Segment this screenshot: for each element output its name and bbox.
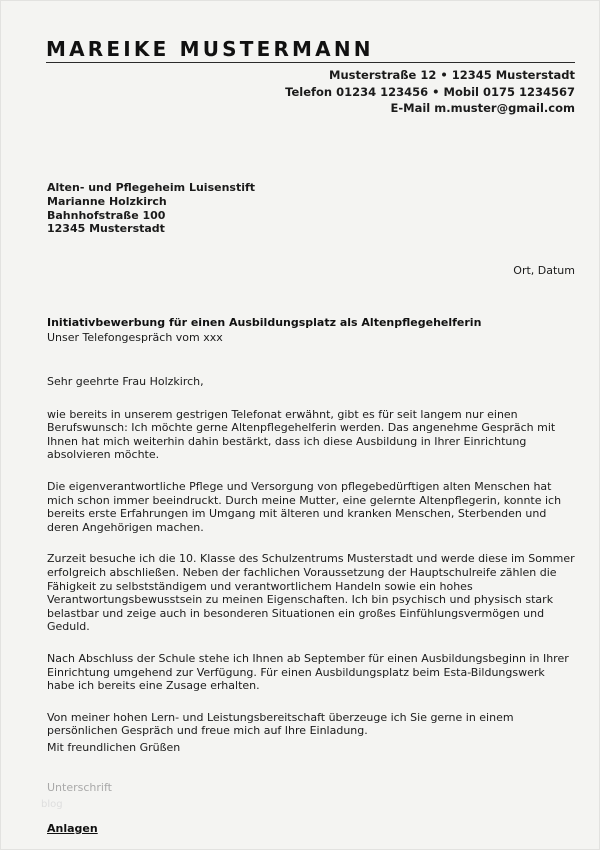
- letterhead: [46, 37, 575, 117]
- sender-address-line: Musterstraße 12 • 12345 Musterstadt: [329, 68, 575, 82]
- sender-email-line: E-Mail m.muster@gmail.com: [390, 101, 575, 115]
- sender-name: MAREIKE MUSTERMANN: [46, 37, 374, 61]
- attachments-label: Anlagen: [47, 822, 98, 835]
- recipient-person: Marianne Holzkirch: [47, 194, 167, 208]
- place-and-date: Ort, Datum: [513, 264, 575, 277]
- salutation: Sehr geehrte Frau Holzkirch,: [47, 375, 204, 388]
- closing-block: [47, 741, 575, 755]
- body-paragraph-3: Zurzeit besuche ich die 10. Klasse des Schulzentrums Musterstadt und werde diese im Sommer erfolgreich abschließen. Neben der fachlichen Voraussetzung der Hauptschulreife zählen die Fähigkeit zu selbstständigem und verantwortlichem Handeln sowie ein hohes Verantwortungsbewusstsein zu meinen Eigenschaften. Ich bin psychisch und physisch stark belastbar und zeige auch in besonderen Situationen ein großes Einfühlungsvermögen und Geduld.: [47, 552, 575, 634]
- sender-phone-line: Telefon 01234 123456 • Mobil 0175 1234567: [285, 84, 575, 99]
- subject-block: [47, 316, 575, 345]
- body-paragraph-1: wie bereits in unserem gestrigen Telefonat erwähnt, gibt es für seit langem nur einen Berufswunsch: Ich möchte gerne Altenpflegehelferin werden. Das angenehme Gespräch mit Ihnen hat mich weiterhin dahin bestärkt, dass ich diese Ausbildung in Ihrer Einrichtung absolvieren möchte.: [47, 407, 556, 462]
- body-paragraph-2: Die eigenverantwortliche Pflege und Versorgung von pflegebedürftigen alten Menschen hat mich schon immer beeindruckt. Durch meine Mutter, eine gelernte Altenpflegerin, konnte ich bereits erste Erfahrungen im Umgang mit älteren und kranken Menschen, Sterbenden und deren Angehörigen machen.: [47, 479, 562, 534]
- closing-greeting: Mit freundlichen Grüßen: [47, 741, 181, 754]
- signature-placeholder: Unterschrift: [47, 781, 112, 794]
- recipient-city: 12345 Musterstadt: [47, 222, 165, 236]
- body-paragraph-5: Von meiner hohen Lern- und Leistungsbereitschaft überzeuge ich Sie gerne in einem persönlichen Gespräch und freue mich auf Ihre Einladung.: [47, 710, 514, 738]
- blog-watermark: blog: [41, 799, 63, 810]
- letter-body: [47, 375, 575, 738]
- subject-line: Initiativbewerbung für einen Ausbildungsplatz als Altenpflegehelferin: [47, 316, 482, 329]
- recipient-company: Alten- und Pflegeheim Luisenstift: [47, 181, 256, 194]
- subject-reference-line: Unser Telefongespräch vom xxx: [47, 331, 223, 344]
- recipient-address-block: [47, 181, 255, 236]
- sender-contact-block: [46, 67, 575, 117]
- body-paragraph-4: Nach Abschluss der Schule stehe ich Ihnen ab September für einen Ausbildungsbeginn in Ihrer Einrichtung umgehend zur Verfügung. Für einen Ausbildungsplatz beim Esta-Bildungswerk habe ich bereits eine Zusage erhalten.: [47, 651, 569, 693]
- letterhead-divider: [46, 62, 575, 63]
- recipient-street: Bahnhofstraße 100: [47, 208, 166, 222]
